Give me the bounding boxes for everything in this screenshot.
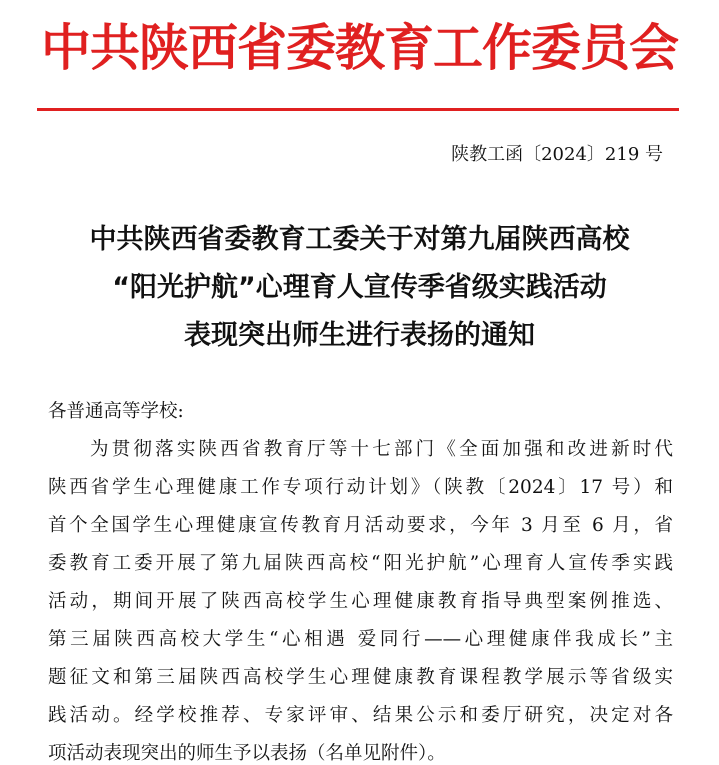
body-line: 首个全国学生心理健康宣传教育月活动要求，今年 3 月至 6 月，省	[48, 515, 673, 536]
document-number: 陕教工函〔2024〕219 号	[451, 144, 663, 165]
document-title-line: 中共陕西省委教育工委关于对第九届陕西高校	[89, 224, 630, 255]
salutation: 各普通高等学校:	[48, 401, 184, 422]
body-line: 题征文和第三届陕西高校学生心理健康教育课程教学展示等省级实	[48, 667, 673, 688]
body-line: 活动，期间开展了陕西高校学生心理健康教育指导典型案例推选、	[48, 591, 673, 612]
body-line: 陕西省学生心理健康工作专项行动计划》（陕教〔2024〕17 号）和	[48, 477, 673, 498]
letterhead-red-divider	[37, 108, 679, 111]
document-body	[48, 393, 673, 765]
body-line: 为贯彻落实陕西省教育厅等十七部门《全面加强和改进新时代	[90, 439, 673, 460]
document-title-line: 表现突出师生进行表扬的通知	[184, 320, 535, 351]
body-line: 第三届陕西高校大学生“心相遇 爱同行——心理健康伴我成长”主	[48, 629, 673, 650]
document-title	[0, 216, 719, 360]
document-title-line: “阳光护航”心理育人宣传季省级实践活动	[112, 272, 607, 303]
body-line: 项活动表现突出的师生予以表扬（名单见附件）。	[48, 743, 446, 764]
body-line: 践活动。经学校推荐、专家评审、结果公示和委厅研究，决定对各	[48, 705, 673, 726]
letterhead-title: 中共陕西省委教育工作委员会	[41, 18, 678, 77]
body-line: 委教育工委开展了第九届陕西高校“阳光护航”心理育人宣传季实践	[48, 553, 673, 574]
